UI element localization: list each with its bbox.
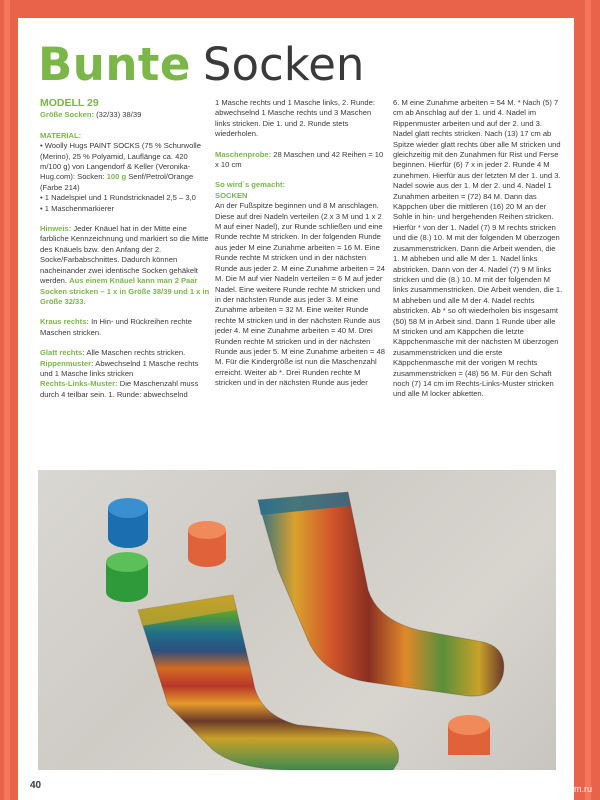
material-marker: • 1 Maschenmarkierer — [40, 203, 114, 213]
material-heading: MATERIAL: — [40, 130, 82, 140]
gauge-text: 28 Maschen und 42 Reihen = 10 x 10 cm — [215, 149, 384, 170]
hint-text: Jeder Knäuel hat in der Mitte eine farbliche Kennzeichnung und markiert so die Mitte des Knäuels bzw. den Anfang der 2. Socke/Farbabschnittes. Dadurch können nacheinander zwei identische Socken gehäkelt werden. — [40, 224, 209, 286]
text-column-3 — [393, 98, 563, 410]
text-column-1 — [40, 98, 210, 410]
material-amount: 100 g — [106, 172, 127, 182]
size-label: Größe Socken: — [40, 110, 95, 120]
instructions-heading: So wird´s gemacht: — [215, 180, 286, 190]
page-number: 40 — [30, 780, 42, 791]
kraus-label: Kraus rechts: — [40, 317, 89, 327]
rippen-label: Rippenmuster: — [40, 358, 94, 368]
text-column-2 — [215, 98, 385, 399]
socks-subheading: SOCKEN — [215, 190, 248, 200]
block-orange-bottom — [448, 715, 490, 755]
size-value: (32/33) 38/39 — [94, 110, 142, 120]
material-color: Senf/Petrol/Orange (Farbe 214) — [40, 172, 194, 192]
rippen-text: Abwechselnd 1 Masche rechts und 1 Masche links stricken — [40, 358, 199, 378]
glatt-label: Glatt rechts: — [40, 348, 85, 358]
pattern-continued: 1 Masche rechts und 1 Masche links, 2. Runde: abwechselnd 1 Masche rechts und 3 Maschen links stricken. Die 1. und 2. Runde stets wiederholen. — [215, 98, 375, 139]
model-heading: MODELL 29 — [40, 97, 99, 109]
kraus-text: In Hin- und Rückreihen rechte Maschen stricken. — [40, 317, 192, 337]
socks-instructions-continued: 6. M eine Zunahme arbeiten = 54 M. * Nach (5) 7 cm ab Anschlag auf der 1. und 4. Nadel im Rippenmuster arbeiten und auf der 2. und 3. Nadel glatt rechts stricken. Nach (13) 17 cm ab Spitze wieder glatt rechts über alle M stricken und gleichzeitig mit den Zunahmen für Rist und Ferse beginnen. Hierfür (6) 7 x in jeder 2. Runde 4 M zunehmen. Hierfür aus der letzten M der 1. und 3. Nadel sowie aus der 1. M der 2. und 4. Nadel 1 Zunahmen arbeiten = (72) 84 M. Dann das Käppchen über die mittleren (16) 20 M an der Sohle in hin- und hergehenden Reihen stricken. Hierfür * von der 1. Nadel (7) 9 M rechts stricken und die (8.) 10. M mit der folgenden M überzogen zusammenstricken. Dann die Arbeit wenden, die 1. M abheben und alle M der 1. Nadel links abstricken. Dann von der 4. Nadel (7) 9 M links stricken und die (8.) 10. M mit der folgenden M links zusammenstricken. Die Arbeit wenden, die 1. M abheben und alle M der 4. Nadel rechts abstricken. Ab * so oft wiederholen bis insgesamt (50) 58 M in Arbeit sind. Dann 1 Runde über alle M stricken und am Käppchen die letzte Käppchenmasche mit der nächsten M überzogen zusammenstricken und die erste Käppchenmasche mit der vorigen M rechts zusammenstricken = (48) 56 M. Für den Schaft noch (7) 14 cm im Rechts-Links-Muster stricken und alle M locker abketten. — [393, 98, 563, 399]
material-needles: • 1 Nadelspiel und 1 Rundstricknadel 2,5 – 3,0 — [40, 193, 196, 203]
block-orange-top — [188, 521, 226, 567]
hint-bold: Aus einem Knäuel kann man 2 Paar Socken stricken – 1 x in Größe 38/39 und 1 x in Größe 32/33. — [40, 276, 210, 306]
socks-photo — [38, 470, 556, 770]
magazine-page — [18, 18, 574, 800]
socks-instructions: An der Fußspitze beginnen und 8 M anschlagen. Diese auf drei Nadeln verteilen (2 x 3 M und 1 x 2 M auf einer Nadel), zur Runde schließen und eine Runde rechte M stricken. In der folgenden Runde aus jeder M eine Zunahme arbeiten = 16 M. Eine Runde rechte M stricken und in der nächsten Runde aus jeder 2. M eine Zunahme arbeiten = 24 M. Die M auf vier Nadeln verteilen = 6 M auf jeder Nadel. Eine weitere Runde rechte M stricken und in der nächsten Runde aus jeder 3. M eine Zunahme arbeiten = 32 M. Eine weiter Runde rechte M stricken und in der nächsten Runde aus jeder 4. M eine Zunahme arbeiten = 40 M. Drei Runden rechte M stricken und in der nächsten Runde aus jeder 5. M eine Zunahme arbeiten = 48 M. Für die Kindergröße ist nun die Maschenzahl erreicht. Weiter ab *. Drei Runden rechte M stricken und in der nächsten Runde aus jeder — [215, 201, 385, 388]
sock-right — [258, 492, 504, 696]
bg-decor — [585, 0, 591, 800]
socks-illustration — [38, 470, 556, 770]
block-green — [106, 552, 148, 602]
block-blue — [108, 498, 148, 548]
watermark: PassionForum.ru — [523, 784, 592, 794]
rlm-text: Die Maschenzahl muss durch 4 teilbar sein. 1. Runde: abwechselnd — [40, 379, 199, 399]
title-plain: Socken — [202, 38, 365, 91]
glatt-text: Alle Maschen rechts stricken. — [84, 348, 186, 358]
title-colored: Bunte — [38, 38, 191, 91]
material-text: • Woolly Hugs PAINT SOCKS (75 % Schurwolle (Merino), 25 % Polyamid, Lauflänge ca. 420 m/100 g) von Langendorf & Keller (Veronika-Hug.com): Socken: — [40, 141, 201, 182]
rlm-label: Rechts-Links-Muster: — [40, 379, 118, 389]
hint-label: Hinweis: — [40, 224, 72, 234]
gauge-label: Maschenprobe: — [215, 149, 272, 159]
bg-decor — [4, 0, 10, 800]
